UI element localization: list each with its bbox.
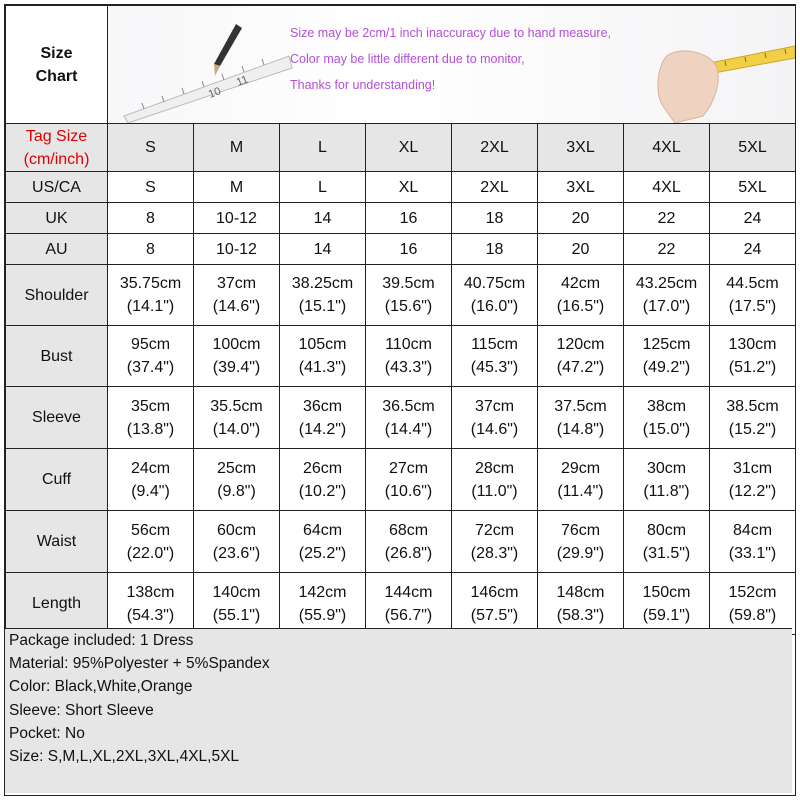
- inch-value: (25.2"): [298, 544, 347, 562]
- inch-value: (15.2"): [728, 420, 777, 438]
- table-cell: [710, 265, 796, 326]
- cm-value: 38.25cm: [291, 275, 354, 292]
- table-cell: [194, 326, 280, 387]
- table-cell: 16: [366, 234, 452, 265]
- table-cell: [108, 511, 194, 573]
- table-cell: [452, 573, 538, 635]
- inch-value: (9.8"): [217, 482, 256, 500]
- inch-value: (16.5"): [556, 298, 605, 315]
- tag-size-3xl: 3XL: [538, 124, 624, 172]
- table-cell: [538, 449, 624, 511]
- material-text: Material: 95%Polyester + 5%Spandex: [9, 655, 270, 673]
- inch-value: (11.8"): [643, 482, 690, 500]
- cm-value: 37.5cm: [554, 397, 607, 415]
- cm-value: 95cm: [130, 336, 171, 353]
- size-chart: [4, 4, 796, 796]
- cm-value: 144cm: [384, 583, 433, 601]
- inch-value: (55.1"): [212, 606, 261, 624]
- table-cell: 18: [452, 203, 538, 234]
- table-cell: 5XL: [710, 172, 796, 203]
- cm-value: 27cm: [388, 459, 429, 477]
- table-cell: 8: [108, 234, 194, 265]
- cm-value: 120cm: [556, 336, 605, 353]
- table-cell: [538, 573, 624, 635]
- inch-value: (10.2"): [298, 482, 347, 500]
- inch-value: (33.1"): [728, 544, 777, 562]
- cm-value: 37cm: [474, 397, 515, 415]
- cm-value: 25cm: [216, 459, 257, 477]
- size-list-text: Size: S,M,L,XL,2XL,3XL,4XL,5XL: [9, 748, 240, 766]
- table-cell: [452, 449, 538, 511]
- cm-value: 36.5cm: [382, 397, 435, 415]
- table-cell: 8: [108, 203, 194, 234]
- table-cell: M: [194, 172, 280, 203]
- inch-value: (15.0"): [642, 420, 691, 438]
- inch-value: (22.0"): [126, 544, 175, 562]
- cm-value: 72cm: [474, 521, 515, 539]
- conversion-row-au: [6, 234, 796, 265]
- measure-row-shoulder: [6, 265, 796, 326]
- table-cell: L: [280, 172, 366, 203]
- cm-value: 115cm: [471, 336, 518, 353]
- inch-value: (11.0"): [471, 482, 518, 500]
- table-cell: [194, 265, 280, 326]
- inch-value: (15.1"): [298, 298, 347, 315]
- cm-value: 150cm: [642, 583, 691, 601]
- table-cell: [710, 511, 796, 573]
- table-cell: [538, 511, 624, 573]
- row-label: AU: [6, 234, 108, 265]
- cm-value: 31cm: [732, 459, 773, 477]
- inch-value: (41.3"): [298, 359, 347, 376]
- inch-value: (14.6"): [470, 420, 519, 438]
- inch-value: (57.5"): [470, 606, 519, 624]
- table-cell: [624, 326, 710, 387]
- cm-value: 148cm: [556, 583, 605, 601]
- table-cell: [194, 449, 280, 511]
- table-cell: 20: [538, 234, 624, 265]
- table-cell: 2XL: [452, 172, 538, 203]
- inch-value: (37.4"): [126, 359, 175, 376]
- inch-value: (49.2"): [642, 359, 691, 376]
- table-cell: [108, 449, 194, 511]
- inch-value: (14.1"): [126, 298, 175, 315]
- cm-value: 152cm: [728, 583, 777, 601]
- table-cell: [452, 265, 538, 326]
- row-label: Sleeve: [6, 387, 108, 449]
- cm-value: 30cm: [646, 459, 687, 477]
- measurement-notes: [290, 20, 611, 98]
- conversion-row-uk: [6, 203, 796, 234]
- hand-tape-measure-illustration: [645, 6, 795, 123]
- table-cell: [710, 449, 796, 511]
- table-cell: [452, 326, 538, 387]
- measure-row-sleeve: [6, 387, 796, 449]
- cm-value: 84cm: [732, 521, 773, 539]
- table-cell: S: [108, 172, 194, 203]
- cm-value: 142cm: [298, 583, 347, 601]
- table-cell: [624, 573, 710, 635]
- inch-value: (56.7"): [384, 606, 433, 624]
- inch-value: (59.1"): [642, 606, 691, 624]
- tag-size-xl: XL: [366, 124, 452, 172]
- cm-value: 37cm: [216, 275, 257, 292]
- cm-value: 35.5cm: [210, 397, 263, 415]
- note-banner: [108, 6, 796, 124]
- table-cell: [452, 511, 538, 573]
- table-cell: 10-12: [194, 234, 280, 265]
- note-line-3: Thanks for understanding!: [290, 78, 436, 92]
- table-cell: 10-12: [194, 203, 280, 234]
- table-cell: 22: [624, 203, 710, 234]
- cm-value: 28cm: [474, 459, 515, 477]
- cm-value: 38cm: [646, 397, 687, 415]
- table-cell: 14: [280, 234, 366, 265]
- hand-icon: [658, 51, 718, 123]
- size-table: [5, 5, 796, 635]
- table-cell: [624, 265, 710, 326]
- tag-size-label: Tag Size (cm/inch): [6, 124, 108, 172]
- cm-value: 76cm: [560, 521, 601, 539]
- inch-value: (16.0"): [470, 298, 519, 315]
- table-cell: [280, 387, 366, 449]
- header-row: [6, 6, 796, 124]
- table-cell: [366, 449, 452, 511]
- inch-value: (28.3"): [470, 544, 519, 562]
- row-label: Waist: [6, 511, 108, 573]
- measure-row-bust: [6, 326, 796, 387]
- tag-size-row: [6, 124, 796, 172]
- table-cell: [366, 387, 452, 449]
- table-cell: 14: [280, 203, 366, 234]
- cm-value: 29cm: [560, 459, 601, 477]
- inch-value: (10.6"): [384, 482, 433, 500]
- cm-value: 60cm: [216, 521, 257, 539]
- cm-value: 105cm: [298, 336, 347, 353]
- cm-value: 35.75cm: [119, 275, 182, 292]
- inch-value: (26.8"): [384, 544, 433, 562]
- table-cell: [280, 449, 366, 511]
- title-line-2: Chart: [35, 67, 78, 85]
- table-cell: [280, 326, 366, 387]
- table-cell: [108, 573, 194, 635]
- measure-row-length: [6, 573, 796, 635]
- table-cell: 16: [366, 203, 452, 234]
- measure-row-waist: [6, 511, 796, 573]
- row-label: Length: [6, 573, 108, 635]
- cm-value: 38.5cm: [726, 397, 779, 415]
- inch-value: (13.8"): [126, 420, 175, 438]
- ruler-number-11: 11: [234, 73, 250, 89]
- cm-value: 146cm: [470, 583, 519, 601]
- table-cell: [108, 387, 194, 449]
- note-line-2: Color may be little different due to monitor,: [290, 52, 525, 66]
- cm-value: 138cm: [126, 583, 175, 601]
- table-cell: [710, 387, 796, 449]
- inch-value: (54.3"): [126, 606, 175, 624]
- row-label: Bust: [6, 326, 108, 387]
- table-cell: [366, 511, 452, 573]
- inch-value: (31.5"): [642, 544, 691, 562]
- inch-value: (14.8"): [556, 420, 605, 438]
- table-cell: 18: [452, 234, 538, 265]
- cm-value: 130cm: [728, 336, 777, 353]
- table-cell: [538, 265, 624, 326]
- table-cell: [366, 573, 452, 635]
- tag-size-4xl: 4XL: [624, 124, 710, 172]
- table-cell: 24: [710, 203, 796, 234]
- table-cell: [194, 573, 280, 635]
- table-cell: 20: [538, 203, 624, 234]
- row-label: Cuff: [6, 449, 108, 511]
- cm-value: 80cm: [646, 521, 687, 539]
- table-cell: XL: [366, 172, 452, 203]
- cm-value: 110cm: [385, 336, 432, 353]
- table-cell: [108, 326, 194, 387]
- table-cell: [194, 387, 280, 449]
- pocket-text: Pocket: No: [9, 724, 85, 742]
- inch-value: (12.2"): [728, 482, 777, 500]
- table-cell: 3XL: [538, 172, 624, 203]
- inch-value: (17.0"): [642, 298, 691, 315]
- inch-value: (23.6"): [212, 544, 261, 562]
- inch-value: (17.5"): [728, 298, 777, 315]
- cm-value: 43.25cm: [635, 275, 698, 292]
- cm-value: 64cm: [302, 521, 343, 539]
- inch-value: (15.6"): [384, 298, 433, 315]
- cm-value: 35cm: [130, 397, 171, 415]
- cm-value: 24cm: [130, 459, 171, 477]
- inch-value: (14.0"): [212, 420, 261, 438]
- cm-value: 68cm: [388, 521, 429, 539]
- cm-value: 26cm: [302, 459, 343, 477]
- inch-value: (14.2"): [298, 420, 347, 438]
- table-cell: [624, 511, 710, 573]
- inch-value: (43.3"): [384, 359, 433, 376]
- inch-value: (51.2"): [728, 359, 777, 376]
- row-label: Shoulder: [6, 265, 108, 326]
- table-cell: [710, 573, 796, 635]
- inch-value: (14.6"): [212, 298, 261, 315]
- table-cell: [194, 511, 280, 573]
- tag-size-5xl: 5XL: [710, 124, 796, 172]
- pencil-ruler-illustration: [114, 6, 294, 123]
- table-cell: [280, 265, 366, 326]
- inch-value: (29.9"): [556, 544, 605, 562]
- measure-row-cuff: [6, 449, 796, 511]
- inch-value: (9.4"): [131, 482, 170, 500]
- cm-value: 42cm: [560, 275, 601, 292]
- ruler-number-10: 10: [206, 85, 223, 101]
- table-cell: [710, 326, 796, 387]
- table-cell: [452, 387, 538, 449]
- tag-size-2xl: 2XL: [452, 124, 538, 172]
- table-cell: [624, 449, 710, 511]
- cm-value: 125cm: [642, 336, 691, 353]
- table-cell: [280, 573, 366, 635]
- row-label: US/CA: [6, 172, 108, 203]
- inch-value: (14.4"): [384, 420, 433, 438]
- color-text: Color: Black,White,Orange: [9, 678, 193, 696]
- title-line-1: Size: [40, 44, 73, 62]
- inch-value: (11.4"): [557, 482, 604, 500]
- table-cell: 22: [624, 234, 710, 265]
- cm-value: 36cm: [302, 397, 343, 415]
- tag-size-l: L: [280, 124, 366, 172]
- size-chart-title: [6, 6, 108, 124]
- table-cell: [366, 265, 452, 326]
- table-cell: [108, 265, 194, 326]
- inch-value: (59.8"): [728, 606, 777, 624]
- row-label: UK: [6, 203, 108, 234]
- inch-value: (55.9"): [298, 606, 347, 624]
- package-included-text: Package included: 1 Dress: [9, 632, 194, 649]
- table-cell: [624, 387, 710, 449]
- pencil-icon: [214, 24, 242, 66]
- inch-value: (45.3"): [470, 359, 519, 376]
- cm-value: 39.5cm: [382, 275, 435, 292]
- table-cell: [280, 511, 366, 573]
- tag-size-m: M: [194, 124, 280, 172]
- table-cell: [538, 387, 624, 449]
- cm-value: 56cm: [130, 521, 171, 539]
- inch-value: (39.4"): [212, 359, 261, 376]
- tag-size-s: S: [108, 124, 194, 172]
- sleeve-text: Sleeve: Short Sleeve: [9, 701, 154, 719]
- inch-value: (58.3"): [556, 606, 605, 624]
- note-line-1: Size may be 2cm/1 inch inaccuracy due to hand measure,: [290, 26, 612, 40]
- product-details: [5, 628, 792, 793]
- cm-value: 44.5cm: [726, 275, 779, 292]
- table-cell: 4XL: [624, 172, 710, 203]
- cm-value: 140cm: [212, 583, 261, 601]
- table-cell: 24: [710, 234, 796, 265]
- table-cell: [538, 326, 624, 387]
- table-cell: [366, 326, 452, 387]
- cm-value: 100cm: [212, 336, 261, 353]
- conversion-row-us-ca: [6, 172, 796, 203]
- inch-value: (47.2"): [556, 359, 605, 376]
- cm-value: 40.75cm: [463, 275, 526, 292]
